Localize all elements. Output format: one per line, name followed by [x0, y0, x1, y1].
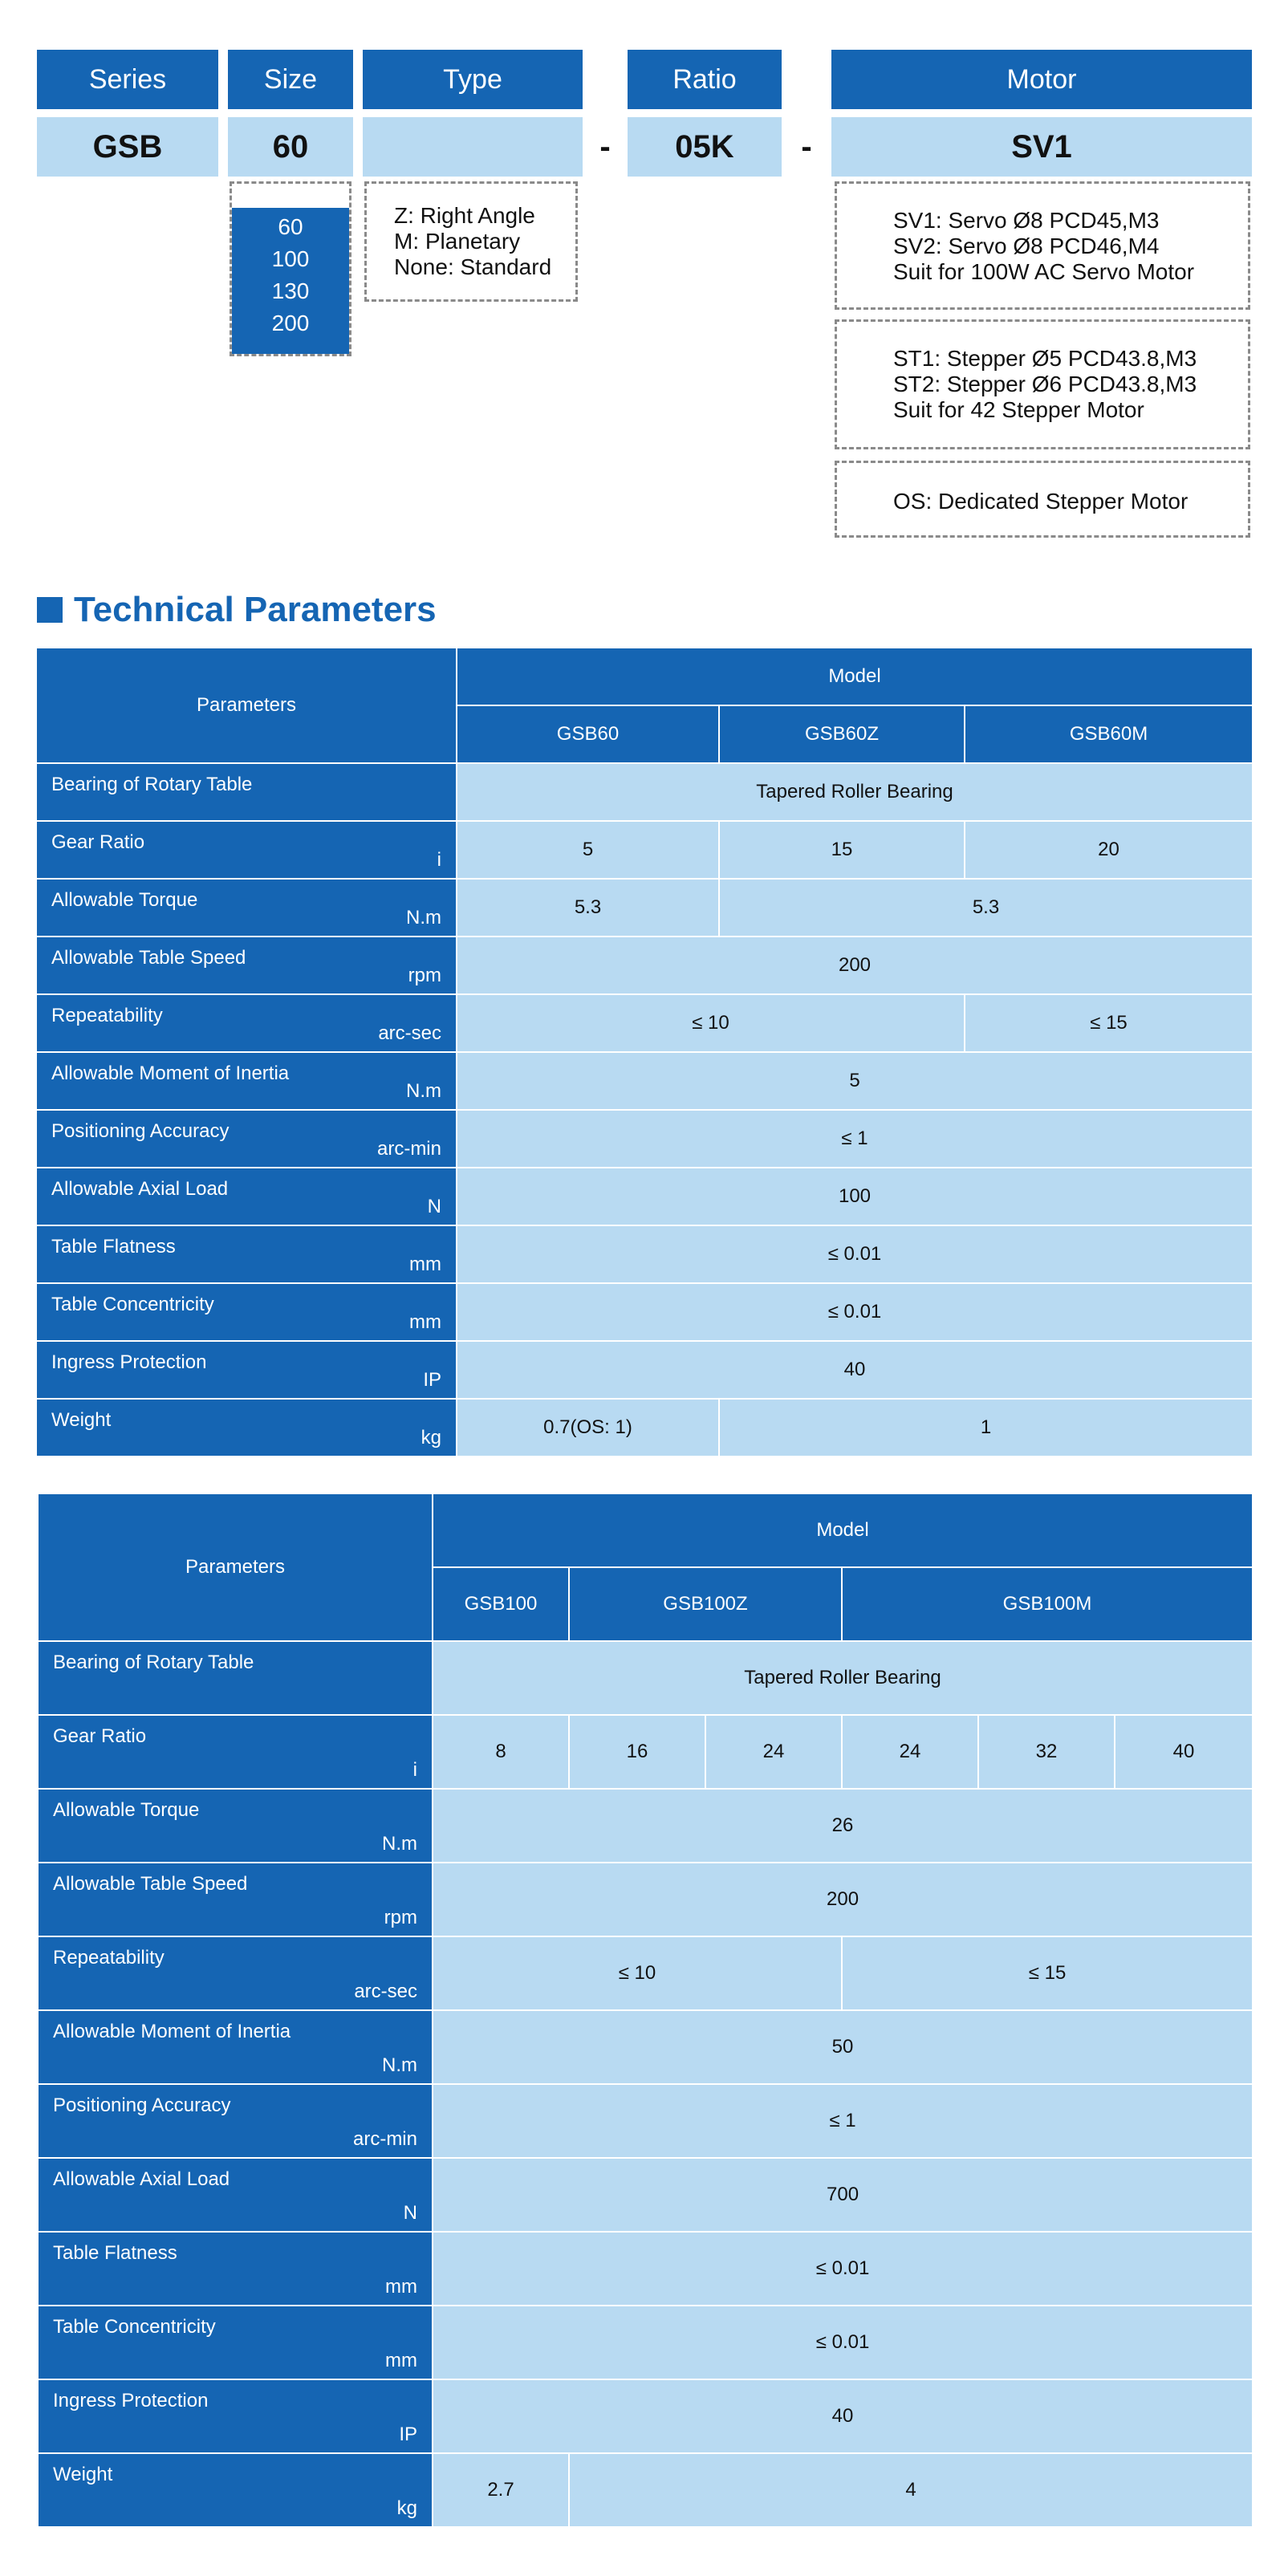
motor-option: ST2: Stepper Ø6 PCD43.8,M3 [893, 372, 1197, 396]
table-cell: 24 [705, 1715, 842, 1789]
square-bullet-icon [37, 597, 63, 623]
table-cell: 15 [719, 821, 965, 879]
param-label: Allowable Torque N.m [36, 879, 457, 937]
param-label: Allowable Moment of Inertia N.m [36, 1052, 457, 1110]
table-cell: 32 [978, 1715, 1115, 1789]
ratio-header: Ratio [628, 50, 782, 109]
table-cell: 24 [842, 1715, 978, 1789]
table-cell: 40 [433, 2379, 1253, 2453]
table-cell: ≤ 0.01 [457, 1283, 1253, 1341]
parameters-header: Parameters [36, 648, 457, 763]
size-options-box [230, 181, 351, 356]
type-options-box [364, 181, 578, 302]
model-name: GSB100M [842, 1567, 1253, 1641]
table-cell: 40 [1115, 1715, 1253, 1789]
param-label: Weight kg [38, 2453, 433, 2527]
param-label: Allowable Table Speed rpm [36, 937, 457, 994]
table-cell: 26 [433, 1789, 1253, 1863]
table-cell: 50 [433, 2010, 1253, 2084]
series-value: GSB [37, 117, 218, 177]
table-cell: 20 [965, 821, 1253, 879]
table-cell: 5 [457, 821, 719, 879]
size-option: 200 [271, 311, 310, 335]
param-label: Allowable Torque N.m [38, 1789, 433, 1863]
motor-servo-options-box [835, 181, 1250, 310]
table-cell: 200 [457, 937, 1253, 994]
table-cell: 5 [457, 1052, 1253, 1110]
table-cell: Tapered Roller Bearing [433, 1641, 1253, 1715]
table-cell: ≤ 1 [433, 2084, 1253, 2158]
table-cell: ≤ 0.01 [433, 2306, 1253, 2379]
param-label: Weight kg [36, 1399, 457, 1457]
parameters-header: Parameters [38, 1493, 433, 1641]
param-label: Allowable Axial Load N [36, 1168, 457, 1225]
table-cell: ≤ 10 [433, 1936, 842, 2010]
model-name: GSB60 [457, 705, 719, 763]
table-cell: ≤ 0.01 [457, 1225, 1253, 1283]
param-label: Allowable Table Speed rpm [38, 1863, 433, 1936]
motor-header: Motor [831, 50, 1252, 109]
section-title-text: Technical Parameters [74, 590, 437, 629]
model-name: GSB60Z [719, 705, 965, 763]
ratio-value: 05K [628, 117, 782, 177]
size-option: 60 [278, 214, 303, 239]
table-cell: 0.7(OS: 1) [457, 1399, 719, 1457]
param-label: Positioning Accuracy arc-min [36, 1110, 457, 1168]
param-label: Repeatability arc-sec [38, 1936, 433, 2010]
type-header: Type [363, 50, 583, 109]
spec-table-gsb60 [35, 647, 1254, 1457]
table-cell: ≤ 1 [457, 1110, 1253, 1168]
table-cell: Tapered Roller Bearing [457, 763, 1253, 821]
type-option: Z: Right Angle [394, 203, 535, 228]
model-name: GSB60M [965, 705, 1253, 763]
motor-option: OS: Dedicated Stepper Motor [893, 489, 1189, 514]
table-cell: 4 [569, 2453, 1253, 2527]
model-name: GSB100Z [569, 1567, 842, 1641]
table-cell: 40 [457, 1341, 1253, 1399]
table-cell: 100 [457, 1168, 1253, 1225]
motor-option: SV1: Servo Ø8 PCD45,M3 [893, 208, 1160, 233]
param-label: Allowable Axial Load N [38, 2158, 433, 2232]
param-label: Table Flatness mm [38, 2232, 433, 2306]
param-label: Repeatability arc-sec [36, 994, 457, 1052]
section-title [37, 587, 679, 632]
param-label: Bearing of Rotary Table [38, 1641, 433, 1715]
param-label: Allowable Moment of Inertia N.m [38, 2010, 433, 2084]
param-label: Ingress Protection IP [38, 2379, 433, 2453]
size-options-list [232, 208, 349, 354]
model-header: Model [457, 648, 1253, 705]
table-cell: ≤ 15 [965, 994, 1253, 1052]
motor-dedicated-options-box [835, 461, 1250, 538]
table-cell: 200 [433, 1863, 1253, 1936]
table-cell: ≤ 10 [457, 994, 965, 1052]
table-cell: 8 [433, 1715, 569, 1789]
param-label: Table Flatness mm [36, 1225, 457, 1283]
separator-dash: - [801, 128, 812, 165]
table-cell: ≤ 0.01 [433, 2232, 1253, 2306]
separator-dash: - [599, 128, 611, 165]
size-header: Size [228, 50, 353, 109]
table-cell: ≤ 15 [842, 1936, 1253, 2010]
table-cell: 2.7 [433, 2453, 569, 2527]
size-value: 60 [228, 117, 353, 177]
series-header: Series [37, 50, 218, 109]
spec-table-gsb100 [37, 1493, 1254, 2528]
motor-stepper-options-box [835, 319, 1250, 449]
param-label: Gear Ratio i [38, 1715, 433, 1789]
motor-option: ST1: Stepper Ø5 PCD43.8,M3 [893, 346, 1197, 371]
param-label: Gear Ratio i [36, 821, 457, 879]
motor-value: SV1 [831, 117, 1252, 177]
table-cell: 700 [433, 2158, 1253, 2232]
table-cell: 16 [569, 1715, 705, 1789]
model-header: Model [433, 1493, 1253, 1567]
table-cell: 1 [719, 1399, 1253, 1457]
size-option: 130 [271, 278, 310, 303]
param-label: Bearing of Rotary Table [36, 763, 457, 821]
motor-option: Suit for 42 Stepper Motor [893, 397, 1144, 422]
type-value [363, 117, 583, 177]
type-option: None: Standard [394, 254, 552, 279]
table-cell: 5.3 [457, 879, 719, 937]
size-option: 100 [271, 246, 310, 271]
table-cell: 5.3 [719, 879, 1253, 937]
param-label: Table Concentricity mm [36, 1283, 457, 1341]
param-label: Table Concentricity mm [38, 2306, 433, 2379]
model-name: GSB100 [433, 1567, 569, 1641]
type-option: M: Planetary [394, 229, 521, 254]
param-label: Ingress Protection IP [36, 1341, 457, 1399]
motor-option: SV2: Servo Ø8 PCD46,M4 [893, 234, 1160, 258]
motor-option: Suit for 100W AC Servo Motor [893, 259, 1195, 284]
param-label: Positioning Accuracy arc-min [38, 2084, 433, 2158]
